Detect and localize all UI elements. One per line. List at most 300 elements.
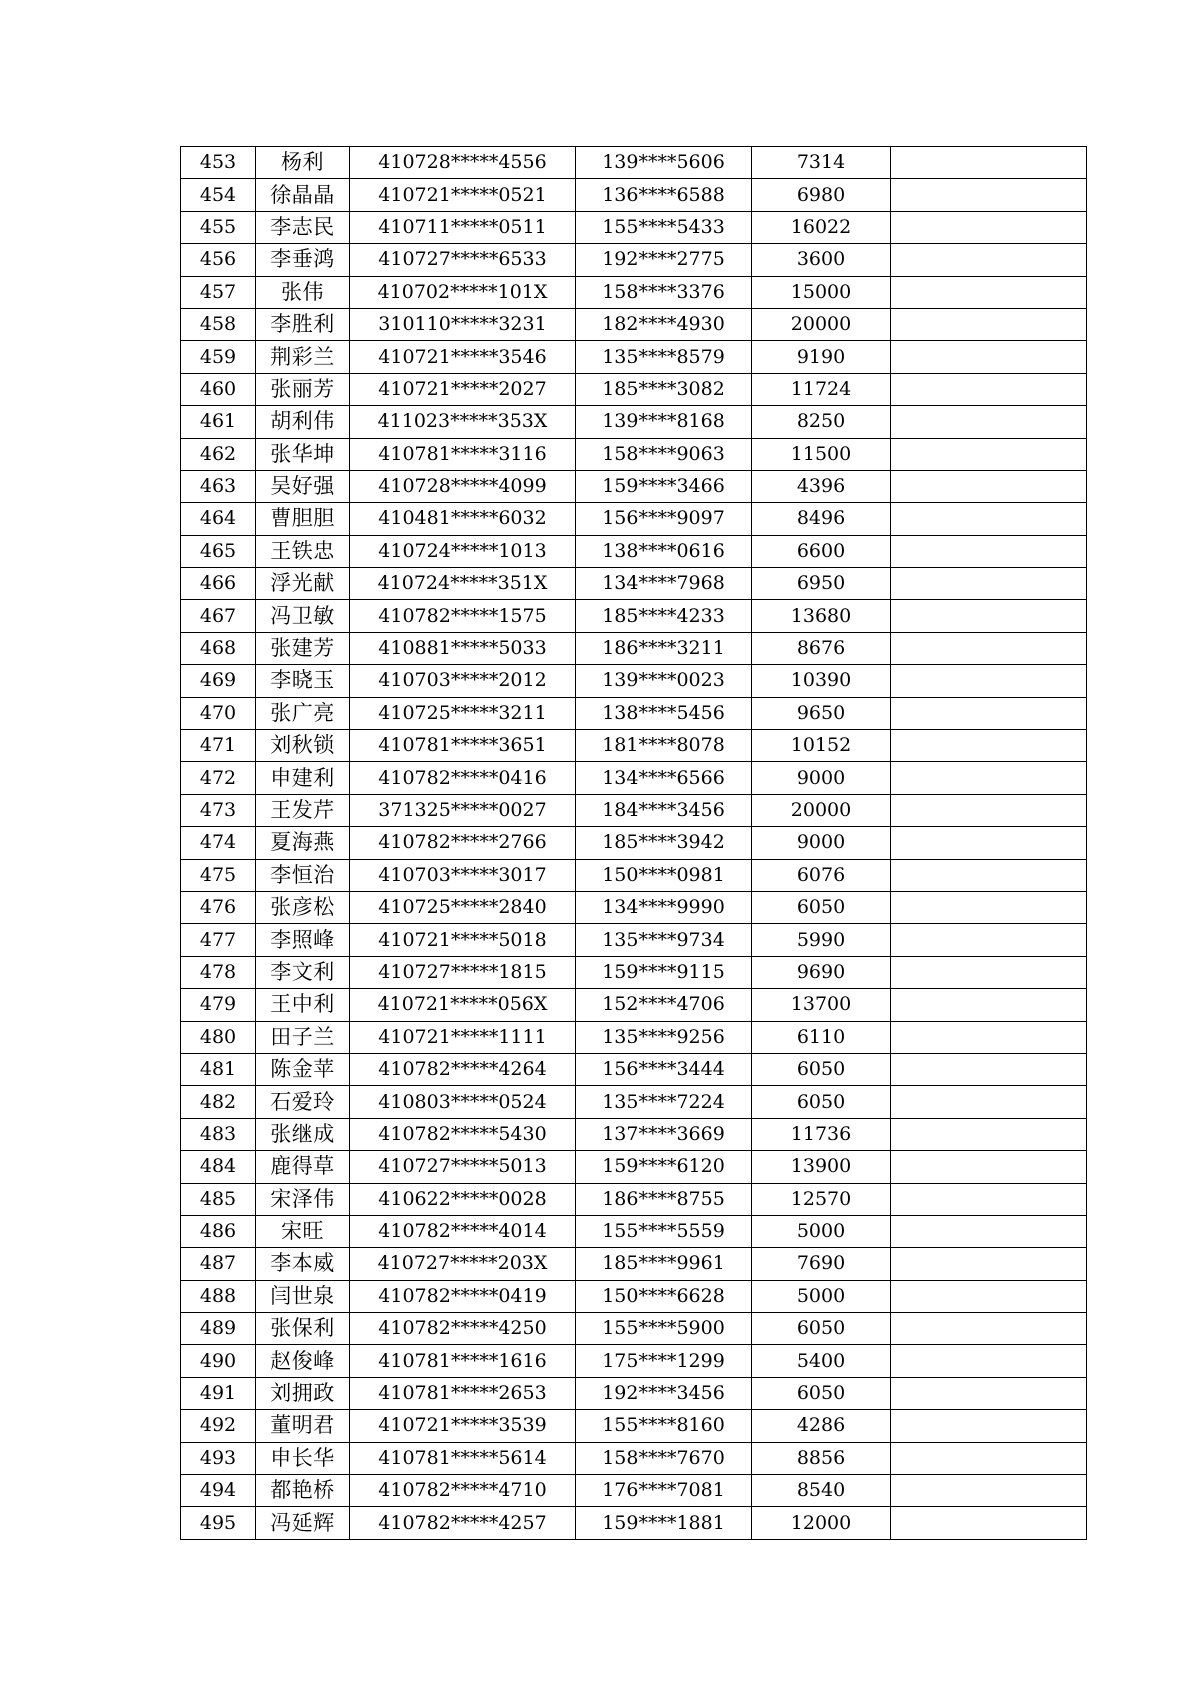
serial-number-cell: 482 xyxy=(181,1086,256,1118)
phone-cell: 155****5559 xyxy=(576,1215,752,1247)
note-cell xyxy=(891,438,1087,470)
table-row xyxy=(181,1021,1087,1053)
table-row xyxy=(181,406,1087,438)
table-row xyxy=(181,1118,1087,1150)
phone-cell: 136****6588 xyxy=(576,179,752,211)
table-row xyxy=(181,665,1087,697)
phone-cell: 185****4233 xyxy=(576,600,752,632)
name-cell: 李恒治 xyxy=(256,859,350,891)
serial-number-cell: 458 xyxy=(181,308,256,340)
name-cell: 刘拥政 xyxy=(256,1377,350,1409)
serial-number-cell: 489 xyxy=(181,1313,256,1345)
phone-cell: 134****6566 xyxy=(576,762,752,794)
name-cell: 徐晶晶 xyxy=(256,179,350,211)
serial-number-cell: 488 xyxy=(181,1280,256,1312)
serial-number-cell: 492 xyxy=(181,1410,256,1442)
id-number-cell: 410702*****101X xyxy=(350,276,576,308)
phone-cell: 139****8168 xyxy=(576,406,752,438)
amount-cell: 8250 xyxy=(752,406,891,438)
phone-cell: 159****9115 xyxy=(576,956,752,988)
name-cell: 冯延辉 xyxy=(256,1507,350,1539)
name-cell: 张广亮 xyxy=(256,697,350,729)
name-cell: 田子兰 xyxy=(256,1021,350,1053)
note-cell xyxy=(891,827,1087,859)
note-cell xyxy=(891,1086,1087,1118)
serial-number-cell: 491 xyxy=(181,1377,256,1409)
table-row xyxy=(181,1410,1087,1442)
serial-number-cell: 495 xyxy=(181,1507,256,1539)
id-number-cell: 410728*****4099 xyxy=(350,470,576,502)
name-cell: 董明君 xyxy=(256,1410,350,1442)
table-body xyxy=(181,147,1087,1540)
table-row xyxy=(181,956,1087,988)
note-cell xyxy=(891,1151,1087,1183)
note-cell xyxy=(891,406,1087,438)
id-number-cell: 410782*****0419 xyxy=(350,1280,576,1312)
id-number-cell: 410727*****1815 xyxy=(350,956,576,988)
table-row xyxy=(181,1280,1087,1312)
amount-cell: 10390 xyxy=(752,665,891,697)
id-number-cell: 410725*****3211 xyxy=(350,697,576,729)
note-cell xyxy=(891,276,1087,308)
serial-number-cell: 481 xyxy=(181,1053,256,1085)
note-cell xyxy=(891,1475,1087,1507)
amount-cell: 7314 xyxy=(752,147,891,179)
amount-cell: 5000 xyxy=(752,1215,891,1247)
amount-cell: 11736 xyxy=(752,1118,891,1150)
serial-number-cell: 471 xyxy=(181,730,256,762)
amount-cell: 11500 xyxy=(752,438,891,470)
id-number-cell: 310110*****3231 xyxy=(350,308,576,340)
note-cell xyxy=(891,989,1087,1021)
amount-cell: 8676 xyxy=(752,632,891,664)
id-number-cell: 410782*****4014 xyxy=(350,1215,576,1247)
serial-number-cell: 453 xyxy=(181,147,256,179)
serial-number-cell: 478 xyxy=(181,956,256,988)
table-row xyxy=(181,276,1087,308)
name-cell: 王发芹 xyxy=(256,794,350,826)
id-number-cell: 410721*****2027 xyxy=(350,373,576,405)
note-cell xyxy=(891,891,1087,923)
name-cell: 李文利 xyxy=(256,956,350,988)
name-cell: 荆彩兰 xyxy=(256,341,350,373)
serial-number-cell: 463 xyxy=(181,470,256,502)
phone-cell: 185****3942 xyxy=(576,827,752,859)
phone-cell: 137****3669 xyxy=(576,1118,752,1150)
phone-cell: 158****9063 xyxy=(576,438,752,470)
name-cell: 曹胆胆 xyxy=(256,503,350,535)
amount-cell: 20000 xyxy=(752,308,891,340)
name-cell: 李晓玉 xyxy=(256,665,350,697)
name-cell: 李胜利 xyxy=(256,308,350,340)
table-row xyxy=(181,438,1087,470)
phone-cell: 181****8078 xyxy=(576,730,752,762)
amount-cell: 6050 xyxy=(752,891,891,923)
name-cell: 张彦松 xyxy=(256,891,350,923)
phone-cell: 176****7081 xyxy=(576,1475,752,1507)
note-cell xyxy=(891,373,1087,405)
phone-cell: 159****6120 xyxy=(576,1151,752,1183)
amount-cell: 13680 xyxy=(752,600,891,632)
table-row xyxy=(181,762,1087,794)
serial-number-cell: 493 xyxy=(181,1442,256,1474)
id-number-cell: 410721*****056X xyxy=(350,989,576,1021)
id-number-cell: 410881*****5033 xyxy=(350,632,576,664)
note-cell xyxy=(891,179,1087,211)
note-cell xyxy=(891,1507,1087,1539)
id-number-cell: 410782*****2766 xyxy=(350,827,576,859)
note-cell xyxy=(891,1280,1087,1312)
id-number-cell: 410721*****3539 xyxy=(350,1410,576,1442)
name-cell: 夏海燕 xyxy=(256,827,350,859)
table-row xyxy=(181,1053,1087,1085)
name-cell: 李照峰 xyxy=(256,924,350,956)
note-cell xyxy=(891,503,1087,535)
table-row xyxy=(181,632,1087,664)
name-cell: 王铁忠 xyxy=(256,535,350,567)
serial-number-cell: 480 xyxy=(181,1021,256,1053)
phone-cell: 152****4706 xyxy=(576,989,752,1021)
id-number-cell: 410727*****203X xyxy=(350,1248,576,1280)
serial-number-cell: 468 xyxy=(181,632,256,664)
table-row xyxy=(181,1345,1087,1377)
amount-cell: 4396 xyxy=(752,470,891,502)
note-cell xyxy=(891,568,1087,600)
phone-cell: 156****3444 xyxy=(576,1053,752,1085)
table-row xyxy=(181,244,1087,276)
table-row xyxy=(181,1151,1087,1183)
name-cell: 杨利 xyxy=(256,147,350,179)
id-number-cell: 410724*****351X xyxy=(350,568,576,600)
name-cell: 浮光献 xyxy=(256,568,350,600)
serial-number-cell: 475 xyxy=(181,859,256,891)
id-number-cell: 410782*****5430 xyxy=(350,1118,576,1150)
serial-number-cell: 486 xyxy=(181,1215,256,1247)
id-number-cell: 410782*****4250 xyxy=(350,1313,576,1345)
id-number-cell: 410782*****0416 xyxy=(350,762,576,794)
id-number-cell: 410781*****5614 xyxy=(350,1442,576,1474)
id-number-cell: 410781*****3116 xyxy=(350,438,576,470)
name-cell: 吴好强 xyxy=(256,470,350,502)
name-cell: 张华坤 xyxy=(256,438,350,470)
amount-cell: 9690 xyxy=(752,956,891,988)
note-cell xyxy=(891,697,1087,729)
phone-cell: 155****5433 xyxy=(576,211,752,243)
table-row xyxy=(181,373,1087,405)
amount-cell: 6950 xyxy=(752,568,891,600)
serial-number-cell: 483 xyxy=(181,1118,256,1150)
amount-cell: 4286 xyxy=(752,1410,891,1442)
amount-cell: 5400 xyxy=(752,1345,891,1377)
name-cell: 张继成 xyxy=(256,1118,350,1150)
id-number-cell: 371325*****0027 xyxy=(350,794,576,826)
note-cell xyxy=(891,308,1087,340)
id-number-cell: 410721*****5018 xyxy=(350,924,576,956)
name-cell: 申长华 xyxy=(256,1442,350,1474)
id-number-cell: 410721*****3546 xyxy=(350,341,576,373)
table-row xyxy=(181,859,1087,891)
table-row xyxy=(181,697,1087,729)
note-cell xyxy=(891,794,1087,826)
serial-number-cell: 477 xyxy=(181,924,256,956)
name-cell: 张伟 xyxy=(256,276,350,308)
name-cell: 鹿得草 xyxy=(256,1151,350,1183)
note-cell xyxy=(891,1053,1087,1085)
phone-cell: 159****1881 xyxy=(576,1507,752,1539)
amount-cell: 11724 xyxy=(752,373,891,405)
phone-cell: 156****9097 xyxy=(576,503,752,535)
table-row xyxy=(181,794,1087,826)
table-row xyxy=(181,827,1087,859)
note-cell xyxy=(891,1248,1087,1280)
amount-cell: 8540 xyxy=(752,1475,891,1507)
serial-number-cell: 485 xyxy=(181,1183,256,1215)
phone-cell: 186****8755 xyxy=(576,1183,752,1215)
amount-cell: 12000 xyxy=(752,1507,891,1539)
name-cell: 闫世泉 xyxy=(256,1280,350,1312)
serial-number-cell: 465 xyxy=(181,535,256,567)
table-row xyxy=(181,730,1087,762)
note-cell xyxy=(891,211,1087,243)
id-number-cell: 410782*****4264 xyxy=(350,1053,576,1085)
name-cell: 李本威 xyxy=(256,1248,350,1280)
table-row xyxy=(181,308,1087,340)
amount-cell: 20000 xyxy=(752,794,891,826)
table-row xyxy=(181,1377,1087,1409)
id-number-cell: 410721*****0521 xyxy=(350,179,576,211)
table-row xyxy=(181,147,1087,179)
name-cell: 张保利 xyxy=(256,1313,350,1345)
table-row xyxy=(181,989,1087,1021)
note-cell xyxy=(891,600,1087,632)
name-cell: 石爱玲 xyxy=(256,1086,350,1118)
serial-number-cell: 466 xyxy=(181,568,256,600)
id-number-cell: 410721*****1111 xyxy=(350,1021,576,1053)
note-cell xyxy=(891,762,1087,794)
amount-cell: 6980 xyxy=(752,179,891,211)
table-row xyxy=(181,503,1087,535)
name-cell: 张建芳 xyxy=(256,632,350,664)
name-cell: 王中利 xyxy=(256,989,350,1021)
serial-number-cell: 473 xyxy=(181,794,256,826)
amount-cell: 5990 xyxy=(752,924,891,956)
id-number-cell: 410782*****1575 xyxy=(350,600,576,632)
amount-cell: 16022 xyxy=(752,211,891,243)
records-table xyxy=(180,146,1087,1540)
serial-number-cell: 470 xyxy=(181,697,256,729)
name-cell: 胡利伟 xyxy=(256,406,350,438)
amount-cell: 7690 xyxy=(752,1248,891,1280)
name-cell: 李垂鸿 xyxy=(256,244,350,276)
note-cell xyxy=(891,1215,1087,1247)
serial-number-cell: 474 xyxy=(181,827,256,859)
id-number-cell: 410728*****4556 xyxy=(350,147,576,179)
name-cell: 张丽芳 xyxy=(256,373,350,405)
amount-cell: 6050 xyxy=(752,1377,891,1409)
id-number-cell: 410703*****2012 xyxy=(350,665,576,697)
amount-cell: 3600 xyxy=(752,244,891,276)
id-number-cell: 410803*****0524 xyxy=(350,1086,576,1118)
serial-number-cell: 490 xyxy=(181,1345,256,1377)
amount-cell: 6050 xyxy=(752,1086,891,1118)
serial-number-cell: 487 xyxy=(181,1248,256,1280)
id-number-cell: 410725*****2840 xyxy=(350,891,576,923)
table-row xyxy=(181,1215,1087,1247)
table-row xyxy=(181,924,1087,956)
phone-cell: 135****8579 xyxy=(576,341,752,373)
amount-cell: 13900 xyxy=(752,1151,891,1183)
serial-number-cell: 476 xyxy=(181,891,256,923)
note-cell xyxy=(891,1442,1087,1474)
phone-cell: 150****6628 xyxy=(576,1280,752,1312)
name-cell: 宋泽伟 xyxy=(256,1183,350,1215)
note-cell xyxy=(891,244,1087,276)
id-number-cell: 410781*****3651 xyxy=(350,730,576,762)
serial-number-cell: 484 xyxy=(181,1151,256,1183)
serial-number-cell: 467 xyxy=(181,600,256,632)
phone-cell: 192****3456 xyxy=(576,1377,752,1409)
phone-cell: 150****0981 xyxy=(576,859,752,891)
amount-cell: 5000 xyxy=(752,1280,891,1312)
serial-number-cell: 494 xyxy=(181,1475,256,1507)
id-number-cell: 411023*****353X xyxy=(350,406,576,438)
amount-cell: 6050 xyxy=(752,1313,891,1345)
serial-number-cell: 462 xyxy=(181,438,256,470)
id-number-cell: 410782*****4710 xyxy=(350,1475,576,1507)
serial-number-cell: 460 xyxy=(181,373,256,405)
id-number-cell: 410481*****6032 xyxy=(350,503,576,535)
note-cell xyxy=(891,632,1087,664)
table-row xyxy=(181,1086,1087,1118)
phone-cell: 135****9256 xyxy=(576,1021,752,1053)
amount-cell: 8496 xyxy=(752,503,891,535)
note-cell xyxy=(891,341,1087,373)
phone-cell: 192****2775 xyxy=(576,244,752,276)
table-row xyxy=(181,179,1087,211)
serial-number-cell: 455 xyxy=(181,211,256,243)
id-number-cell: 410724*****1013 xyxy=(350,535,576,567)
note-cell xyxy=(891,1021,1087,1053)
note-cell xyxy=(891,859,1087,891)
table-row xyxy=(181,1442,1087,1474)
table-row xyxy=(181,1475,1087,1507)
id-number-cell: 410781*****2653 xyxy=(350,1377,576,1409)
phone-cell: 134****9990 xyxy=(576,891,752,923)
amount-cell: 10152 xyxy=(752,730,891,762)
name-cell: 陈金苹 xyxy=(256,1053,350,1085)
amount-cell: 9190 xyxy=(752,341,891,373)
note-cell xyxy=(891,1410,1087,1442)
phone-cell: 155****5900 xyxy=(576,1313,752,1345)
serial-number-cell: 464 xyxy=(181,503,256,535)
note-cell xyxy=(891,730,1087,762)
phone-cell: 185****9961 xyxy=(576,1248,752,1280)
table-row xyxy=(181,1183,1087,1215)
amount-cell: 9650 xyxy=(752,697,891,729)
serial-number-cell: 469 xyxy=(181,665,256,697)
amount-cell: 15000 xyxy=(752,276,891,308)
note-cell xyxy=(891,1183,1087,1215)
name-cell: 冯卫敏 xyxy=(256,600,350,632)
phone-cell: 185****3082 xyxy=(576,373,752,405)
note-cell xyxy=(891,1377,1087,1409)
phone-cell: 159****3466 xyxy=(576,470,752,502)
note-cell xyxy=(891,956,1087,988)
amount-cell: 13700 xyxy=(752,989,891,1021)
table-row xyxy=(181,1507,1087,1539)
note-cell xyxy=(891,1313,1087,1345)
table-row xyxy=(181,1313,1087,1345)
phone-cell: 139****5606 xyxy=(576,147,752,179)
name-cell: 李志民 xyxy=(256,211,350,243)
phone-cell: 138****5456 xyxy=(576,697,752,729)
serial-number-cell: 459 xyxy=(181,341,256,373)
phone-cell: 138****0616 xyxy=(576,535,752,567)
phone-cell: 135****7224 xyxy=(576,1086,752,1118)
serial-number-cell: 479 xyxy=(181,989,256,1021)
note-cell xyxy=(891,147,1087,179)
amount-cell: 8856 xyxy=(752,1442,891,1474)
phone-cell: 158****7670 xyxy=(576,1442,752,1474)
table-row xyxy=(181,891,1087,923)
note-cell xyxy=(891,470,1087,502)
id-number-cell: 410711*****0511 xyxy=(350,211,576,243)
phone-cell: 134****7968 xyxy=(576,568,752,600)
phone-cell: 186****3211 xyxy=(576,632,752,664)
table-row xyxy=(181,600,1087,632)
phone-cell: 184****3456 xyxy=(576,794,752,826)
id-number-cell: 410727*****6533 xyxy=(350,244,576,276)
phone-cell: 175****1299 xyxy=(576,1345,752,1377)
amount-cell: 6600 xyxy=(752,535,891,567)
amount-cell: 9000 xyxy=(752,762,891,794)
table-row xyxy=(181,1248,1087,1280)
table-row xyxy=(181,568,1087,600)
serial-number-cell: 454 xyxy=(181,179,256,211)
amount-cell: 6050 xyxy=(752,1053,891,1085)
id-number-cell: 410727*****5013 xyxy=(350,1151,576,1183)
name-cell: 刘秋锁 xyxy=(256,730,350,762)
amount-cell: 9000 xyxy=(752,827,891,859)
id-number-cell: 410703*****3017 xyxy=(350,859,576,891)
serial-number-cell: 457 xyxy=(181,276,256,308)
note-cell xyxy=(891,535,1087,567)
note-cell xyxy=(891,665,1087,697)
name-cell: 申建利 xyxy=(256,762,350,794)
serial-number-cell: 461 xyxy=(181,406,256,438)
table-row xyxy=(181,535,1087,567)
phone-cell: 135****9734 xyxy=(576,924,752,956)
note-cell xyxy=(891,1118,1087,1150)
name-cell: 宋旺 xyxy=(256,1215,350,1247)
phone-cell: 139****0023 xyxy=(576,665,752,697)
note-cell xyxy=(891,924,1087,956)
serial-number-cell: 472 xyxy=(181,762,256,794)
phone-cell: 158****3376 xyxy=(576,276,752,308)
id-number-cell: 410622*****0028 xyxy=(350,1183,576,1215)
id-number-cell: 410781*****1616 xyxy=(350,1345,576,1377)
id-number-cell: 410782*****4257 xyxy=(350,1507,576,1539)
amount-cell: 6076 xyxy=(752,859,891,891)
table-row xyxy=(181,470,1087,502)
phone-cell: 182****4930 xyxy=(576,308,752,340)
serial-number-cell: 456 xyxy=(181,244,256,276)
phone-cell: 155****8160 xyxy=(576,1410,752,1442)
table-row xyxy=(181,341,1087,373)
name-cell: 都艳桥 xyxy=(256,1475,350,1507)
amount-cell: 12570 xyxy=(752,1183,891,1215)
amount-cell: 6110 xyxy=(752,1021,891,1053)
